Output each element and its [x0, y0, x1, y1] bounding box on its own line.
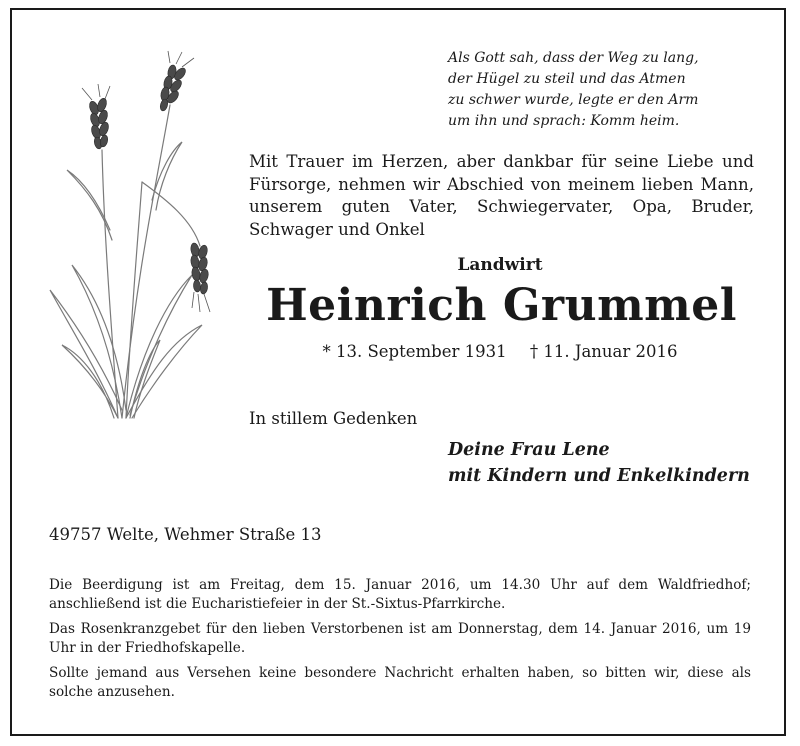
intro-text: Mit Trauer im Herzen, aber dankbar für seine Liebe und Fürsorge, nehmen wir Abschied von meinem lieben Mann, unserem guten Vater, Schwiegervater, Opa, Bruder, Schwager und Onkel	[249, 152, 754, 239]
poem	[448, 48, 748, 132]
poem-line: Als Gott sah, dass der Weg zu lang,	[448, 50, 699, 66]
address: 49757 Welte, Wehmer Straße 13	[49, 525, 322, 544]
signers	[448, 437, 778, 489]
death-date: † 11. Januar 2016	[529, 342, 678, 361]
remembrance-text: In stillem Gedenken	[249, 409, 418, 428]
signer-line: mit Kindern und Enkelkindern	[448, 466, 750, 486]
poem-line: zu schwer wurde, legte er den Arm	[448, 92, 699, 108]
deceased-name: Heinrich Grummel	[266, 280, 737, 331]
wheat-ears-icon	[42, 50, 222, 425]
life-dates	[300, 342, 700, 361]
poem-line: der Hügel zu steil und das Atmen	[448, 71, 686, 87]
occupation: Landwirt	[457, 255, 543, 275]
note-paragraph: Sollte jemand aus Versehen keine besondere Nachricht erhalten haben, so bitten wir, diese als solche anzusehen.	[49, 665, 751, 700]
poem-line: um ihn und sprach: Komm heim.	[448, 113, 680, 129]
note-paragraph: Die Beerdigung ist am Freitag, dem 15. Januar 2016, um 14.30 Uhr auf dem Waldfriedhof; anschließend ist die Eucharistiefeier in der St.-Sixtus-Pfarrkirche.	[49, 577, 751, 612]
funeral-notes	[49, 576, 751, 708]
note-paragraph: Das Rosenkranzgebet für den lieben Verstorbenen ist am Donnerstag, dem 14. Januar 2016, um 19 Uhr in der Friedhofskapelle.	[49, 621, 751, 656]
signer-line: Deine Frau Lene	[448, 440, 610, 460]
birth-date: * 13. September 1931	[322, 342, 507, 361]
